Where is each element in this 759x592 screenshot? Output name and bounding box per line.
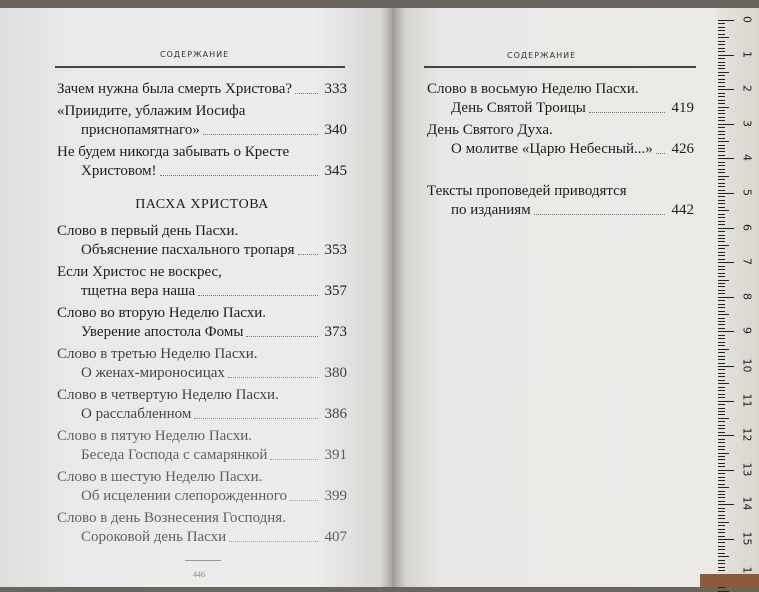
ruler-tick [718, 363, 725, 364]
toc-entry [57, 222, 347, 260]
header-rule [424, 66, 696, 68]
entry-title: Слово во вторую Неделю Пасхи. [57, 305, 267, 321]
ruler-tick [718, 103, 725, 104]
ruler-tick [718, 221, 725, 222]
entry-title: О женах-мироносицах [81, 365, 225, 381]
ruler-tick [718, 466, 725, 467]
ruler-tick [718, 134, 725, 135]
ruler-tick [718, 494, 725, 495]
ruler-tick [718, 113, 725, 114]
leader-dots [295, 80, 318, 94]
ruler-tick [718, 477, 725, 478]
ruler-tick [718, 428, 725, 429]
toc-entry [57, 102, 347, 140]
page-ref: 353 [324, 242, 347, 258]
ruler-tick [718, 110, 725, 111]
toc-entry [57, 386, 347, 424]
ruler-tick [718, 532, 725, 533]
ruler-tick [718, 131, 725, 132]
ruler-tick [718, 55, 734, 56]
ruler-tick [718, 418, 729, 419]
entry-title: Беседа Господа с самарянкой [81, 447, 268, 463]
ruler-tick [718, 390, 725, 391]
ruler-tick [718, 539, 734, 540]
ruler-label: 10 [740, 358, 754, 373]
ruler-label: 12 [740, 427, 754, 442]
entry-title: Если Христос не воскрес, [57, 264, 222, 280]
ruler-tick [718, 442, 725, 443]
leader-dots [656, 140, 665, 154]
ruler-tick [718, 432, 725, 433]
ruler-tick [718, 290, 725, 291]
ruler-tick [718, 404, 725, 405]
running-header: СОДЕРЖАНИЕ [160, 50, 230, 59]
ruler-tick [718, 141, 729, 142]
ruler-tick [718, 273, 725, 274]
ruler-tick [718, 293, 725, 294]
ruler-tick [718, 349, 729, 350]
ruler-tick [718, 203, 725, 204]
entry-title: Слово в первый день Пасхи. [57, 223, 239, 239]
toc-entry [57, 80, 347, 99]
toc-entry [57, 143, 347, 181]
ruler-tick [718, 169, 725, 170]
ruler-tick [718, 120, 725, 121]
ruler-tick [718, 449, 725, 450]
page-ref: 357 [324, 283, 347, 299]
ruler-tick [718, 193, 734, 194]
page-ref: 419 [671, 100, 694, 116]
entry-title: Слово в день Вознесения Господня. [57, 510, 286, 526]
ruler-label: 3 [740, 119, 754, 127]
leader-dots [534, 201, 665, 215]
ruler-label: 11 [740, 393, 754, 408]
page-ref: 391 [324, 447, 347, 463]
ruler-tick [718, 79, 725, 80]
ruler-tick [718, 196, 725, 197]
ruler-label: 6 [740, 223, 754, 231]
ruler-tick [718, 245, 729, 246]
ruler-tick [718, 518, 725, 519]
ruler-tick [718, 231, 725, 232]
ruler-tick [718, 536, 725, 537]
ruler-tick [718, 525, 725, 526]
ruler-tick [718, 27, 725, 28]
ruler-tick [718, 560, 725, 561]
ruler-tick [718, 58, 725, 59]
ruler-tick [718, 515, 725, 516]
entry-title: О молитве «Царю Небесный...» [451, 141, 653, 157]
ruler-label: 15 [740, 531, 754, 546]
ruler-tick [718, 148, 725, 149]
ruler-tick [718, 473, 725, 474]
left-page [0, 8, 392, 587]
ruler-tick [718, 210, 729, 211]
leader-dots [298, 241, 319, 255]
ruler-tick [718, 86, 725, 87]
ruler-tick [718, 570, 725, 571]
ruler-tick [718, 345, 725, 346]
ruler-tick [718, 228, 734, 229]
ruler-tick [718, 522, 729, 523]
entry-title: Не будем никогда забывать о Кресте [57, 144, 290, 160]
ruler-tick [718, 34, 725, 35]
page-ref: 380 [324, 365, 347, 381]
ruler-tick [718, 190, 725, 191]
entry-title: приснопамятнаго» [81, 122, 200, 138]
page-ref: 333 [324, 81, 347, 97]
entry-title: Уверение апостола Фомы [81, 324, 244, 340]
ruler-tick [718, 307, 725, 308]
ruler-tick [718, 366, 734, 367]
entry-title: День Святой Троицы [451, 100, 586, 116]
ruler-tick [718, 100, 725, 101]
ruler-tick [718, 324, 725, 325]
ruler-tick [718, 408, 725, 409]
ruler-tick [718, 529, 725, 530]
ruler-tick [718, 352, 725, 353]
leader-dots [228, 364, 318, 378]
ruler-tick [718, 376, 725, 377]
toc-entry [427, 182, 694, 220]
ruler-label: 13 [740, 462, 754, 477]
ruler-tick [718, 158, 734, 159]
ruler-label: 0 [740, 16, 754, 23]
ruler-tick [718, 487, 729, 488]
ruler-tick [718, 491, 725, 492]
ruler-tick [718, 342, 725, 343]
ruler-tick [718, 546, 725, 547]
ruler-tick [718, 41, 725, 42]
leader-dots [290, 487, 318, 501]
entry-title: Слово в четвертую Неделю Пасхи. [57, 387, 279, 403]
ruler-tick [718, 387, 725, 388]
ruler-tick [718, 397, 725, 398]
ruler-tick [718, 587, 725, 588]
entry-title: О расслабленном [81, 406, 192, 422]
leader-dots [160, 162, 318, 176]
ruler-tick [718, 127, 725, 128]
ruler-tick [718, 266, 725, 267]
ruler-tick [718, 82, 725, 83]
ruler-tick [718, 200, 725, 201]
ruler-tick [718, 248, 725, 249]
ruler-tick [718, 276, 725, 277]
ruler-tick [718, 453, 729, 454]
ruler-tick [718, 356, 725, 357]
leader-dots [589, 99, 665, 113]
toc-entry [57, 468, 347, 506]
ruler-tick [718, 484, 725, 485]
ruler-tick [718, 439, 725, 440]
ruler-tick [718, 338, 725, 339]
entry-title: по изданиям [451, 202, 531, 218]
toc-entry [57, 263, 347, 301]
ruler-tick [718, 411, 725, 412]
ruler-label: 9 [740, 327, 754, 335]
ruler-tick [718, 138, 725, 139]
ruler-tick [718, 241, 725, 242]
ruler-tick [718, 162, 725, 163]
ruler-tick [718, 145, 725, 146]
ruler-tick [718, 318, 725, 319]
leader-dots [194, 405, 318, 419]
ruler-tick [718, 359, 725, 360]
page-ref: 399 [324, 488, 347, 504]
ruler-label: 7 [740, 258, 754, 266]
toc-entry [57, 427, 347, 465]
leader-dots [203, 121, 318, 135]
ruler-tick [718, 542, 725, 543]
entry-title: День Святого Духа. [427, 122, 553, 138]
ruler-tick [718, 549, 725, 550]
ruler-tick [718, 124, 734, 125]
entry-title: Зачем нужна была смерть Христова? [57, 81, 293, 97]
ruler-label: 2 [740, 85, 754, 93]
leader-dots [229, 528, 318, 542]
ruler-tick [718, 96, 725, 97]
toc-entry [57, 304, 347, 342]
page-ref: 442 [671, 202, 694, 218]
ruler-tick [718, 20, 734, 21]
ruler-tick [718, 508, 725, 509]
ruler-tick [718, 172, 725, 173]
ruler-tick [718, 567, 725, 568]
ruler-tick [718, 504, 734, 505]
ruler-tick [718, 286, 725, 287]
ruler-tick [718, 155, 725, 156]
ruler-tick [718, 556, 729, 557]
page-ref: 386 [324, 406, 347, 422]
entry-title: Слово в шестую Неделю Пасхи. [57, 469, 263, 485]
page-ref: 407 [324, 529, 347, 545]
ruler-tick [718, 553, 725, 554]
ruler-tick [718, 117, 725, 118]
ruler-tick [718, 280, 729, 281]
ruler-tick [718, 321, 725, 322]
entry-title: Об исцелении слепорожденного [81, 488, 288, 504]
entry-title: Объяснение пасхального тропаря [81, 242, 295, 258]
footer-rule [185, 560, 221, 561]
ruler-tick [718, 304, 725, 305]
ruler-tick [718, 48, 725, 49]
ruler-tick [718, 297, 734, 298]
ruler-tick [718, 75, 725, 76]
header-rule [55, 66, 345, 68]
ruler-label: 5 [740, 189, 754, 196]
ruler-label: 14 [740, 496, 754, 511]
running-header: СОДЕРЖАНИЕ [507, 51, 577, 60]
ruler-tick [718, 217, 725, 218]
ruler-tick [718, 425, 725, 426]
ruler-tick [718, 37, 729, 38]
toc-entry [427, 80, 694, 118]
ruler-tick [718, 179, 725, 180]
leader-dots [198, 282, 318, 296]
ruler-tick [718, 383, 729, 384]
ruler-tick [718, 235, 725, 236]
entry-title: тщетна вера наша [81, 283, 196, 299]
ruler-tick [718, 456, 725, 457]
ruler-tick [718, 93, 725, 94]
ruler-tick [718, 480, 725, 481]
ruler-tick [718, 89, 734, 90]
ruler-tick [718, 44, 725, 45]
ruler-tick [718, 331, 734, 332]
ruler-tick [718, 65, 725, 66]
toc-left [57, 80, 347, 550]
ruler [718, 8, 759, 578]
ruler-tick [718, 373, 725, 374]
ruler-tick [718, 262, 734, 263]
page-ref: 340 [324, 122, 347, 138]
ruler-tick [718, 238, 725, 239]
ruler-tick [718, 563, 725, 564]
ruler-tick [718, 401, 734, 402]
ruler-tick [718, 335, 725, 336]
entry-title: Слово в восьмую Неделю Пасхи. [427, 81, 639, 97]
entry-title: Слово в третью Неделю Пасхи. [57, 346, 258, 362]
ruler-tick [718, 311, 725, 312]
ruler-tick [718, 259, 725, 260]
ruler-label: 4 [740, 154, 754, 162]
ruler-tick [718, 446, 725, 447]
table-edge [700, 574, 759, 587]
ruler-tick [718, 300, 725, 301]
toc-entry [427, 121, 694, 159]
ruler-tick [718, 435, 734, 436]
page-ref: 373 [324, 324, 347, 340]
ruler-tick [718, 421, 725, 422]
right-page [392, 8, 722, 587]
ruler-tick [718, 62, 725, 63]
ruler-tick [718, 107, 729, 108]
entry-title: Сороковой день Пасхи [81, 529, 227, 545]
section-title: ПАСХА ХРИСТОВА [135, 197, 269, 212]
entry-title: Тексты проповедей приводятся [427, 183, 627, 199]
ruler-tick [718, 186, 725, 187]
ruler-tick [718, 470, 734, 471]
ruler-tick [718, 283, 725, 284]
ruler-tick [718, 207, 725, 208]
ruler-tick [718, 511, 725, 512]
ruler-tick [718, 459, 725, 460]
ruler-tick [718, 224, 725, 225]
ruler-label: 1 [740, 50, 754, 58]
ruler-tick [718, 183, 725, 184]
page-ref: 345 [324, 163, 347, 179]
ruler-tick [718, 68, 725, 69]
toc-entry [57, 345, 347, 383]
toc-right [427, 80, 694, 223]
ruler-tick [718, 151, 725, 152]
ruler-tick [718, 380, 725, 381]
leader-dots [246, 323, 318, 337]
ruler-tick [718, 255, 725, 256]
ruler-tick [718, 51, 725, 52]
ruler-tick [718, 501, 725, 502]
ruler-tick [718, 463, 725, 464]
ruler-tick [718, 414, 725, 415]
ruler-tick [718, 30, 725, 31]
leader-dots [270, 446, 318, 460]
ruler-tick [718, 72, 729, 73]
ruler-tick [718, 394, 725, 395]
ruler-tick [718, 497, 725, 498]
ruler-tick [718, 214, 725, 215]
toc-entry [57, 509, 347, 547]
entry-title: «Приидите, ублажим Иосифа [57, 103, 246, 119]
page-ref: 426 [671, 141, 694, 157]
ruler-tick [718, 314, 729, 315]
ruler-tick [718, 269, 725, 270]
page-number: 446 [193, 570, 205, 579]
ruler-tick [718, 176, 729, 177]
ruler-tick [718, 23, 725, 24]
ruler-tick [718, 252, 725, 253]
entry-title: Слово в пятую Неделю Пасхи. [57, 428, 253, 444]
entry-title: Христовом! [81, 163, 157, 179]
ruler-tick [718, 165, 725, 166]
ruler-tick [718, 328, 725, 329]
ruler-tick [718, 369, 725, 370]
ruler-label: 8 [740, 292, 754, 300]
